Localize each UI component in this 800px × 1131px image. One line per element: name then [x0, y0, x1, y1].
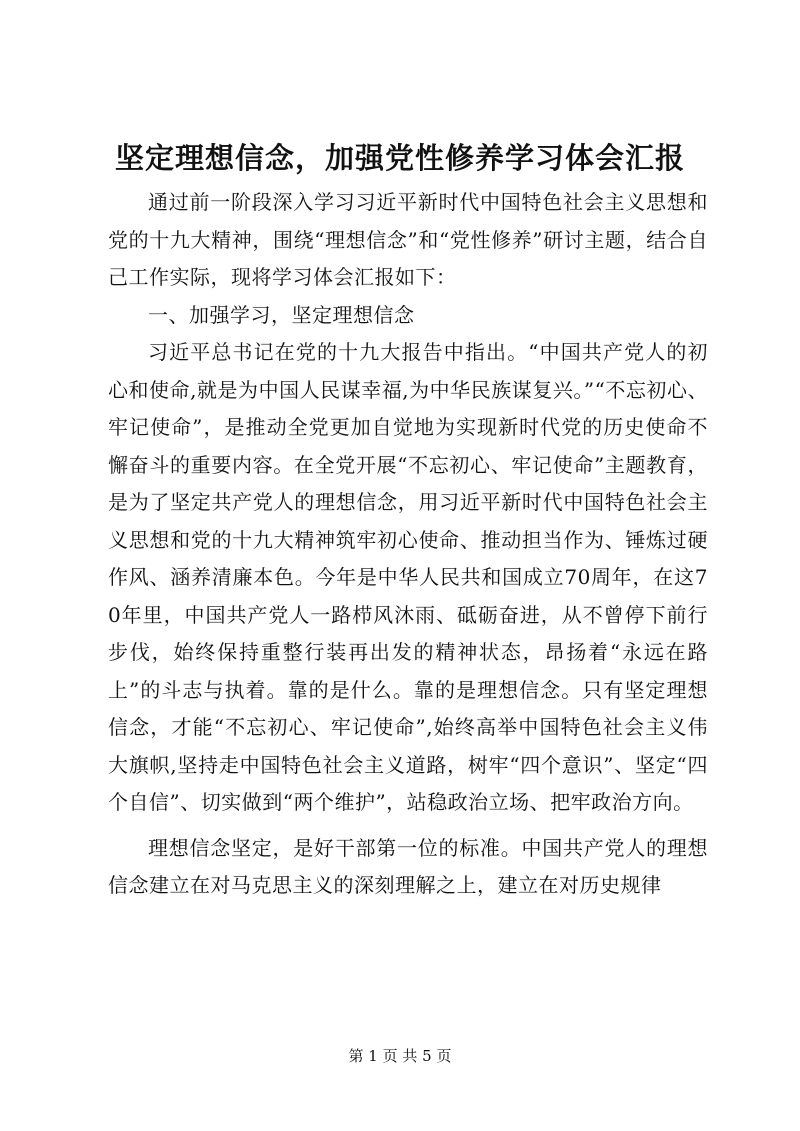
paragraph-intro: 通过前一阶段深入学习习近平新时代中国特色社会主义思想和党的十九大精神，围绕“理想信念”和“党性修养”研讨主题，结合自己工作实际，现将学习体会汇报如下：: [108, 190, 708, 289]
page-number-footer: 第 1 页 共 5 页: [348, 1047, 452, 1065]
paragraph-section-1: 习近平总书记在党的十九大报告中指出。“中国共产党人的初心和使命,就是为中国人民谋幸福,为中华民族谋复兴。”“不忘初心、牢记使命”，是推动全党更加自觉地为实现新时代党的历史使命不懈奋斗的重要内容。在全党开展“不忘初心、牢记使命”主题教育，是为了坚定共产党人的理想信念，用习近平新时代中国特色社会主义思想和党的十九大精神筑牢初心使命、推动担当作为、锤炼过硬作风、涵养清廉本色。今年是中华人民共和国成立70周年，在这70年里，中国共产党人一路栉风沐雨、砥砺奋进，从不曾停下前行步伐，始终保持重整行装再出发的精神状态，昂扬着“永远在路上”的斗志与执着。靠的是什么。靠的是理想信念。只有坚定理想信念，才能“不忘初心、牢记使命”,始终高举中国特色社会主义伟大旗帜,坚持走中国特色社会主义道路，树牢“四个意识”、坚定“四个自信”、切实做到“两个维护”，站稳政治立场、把牢政治方向。: [108, 340, 708, 814]
section-heading: 一、加强学习，坚定理想信念: [148, 302, 415, 327]
document-title: 坚定理想信念，加强党性修养学习体会汇报: [114, 141, 685, 175]
paragraph-section-1-continued: 理想信念坚定，是好干部第一位的标准。中国共产党人的理想信念建立在对马克思主义的深刻理解之上，建立在对历史规律: [108, 835, 708, 897]
document-body: [108, 184, 708, 905]
